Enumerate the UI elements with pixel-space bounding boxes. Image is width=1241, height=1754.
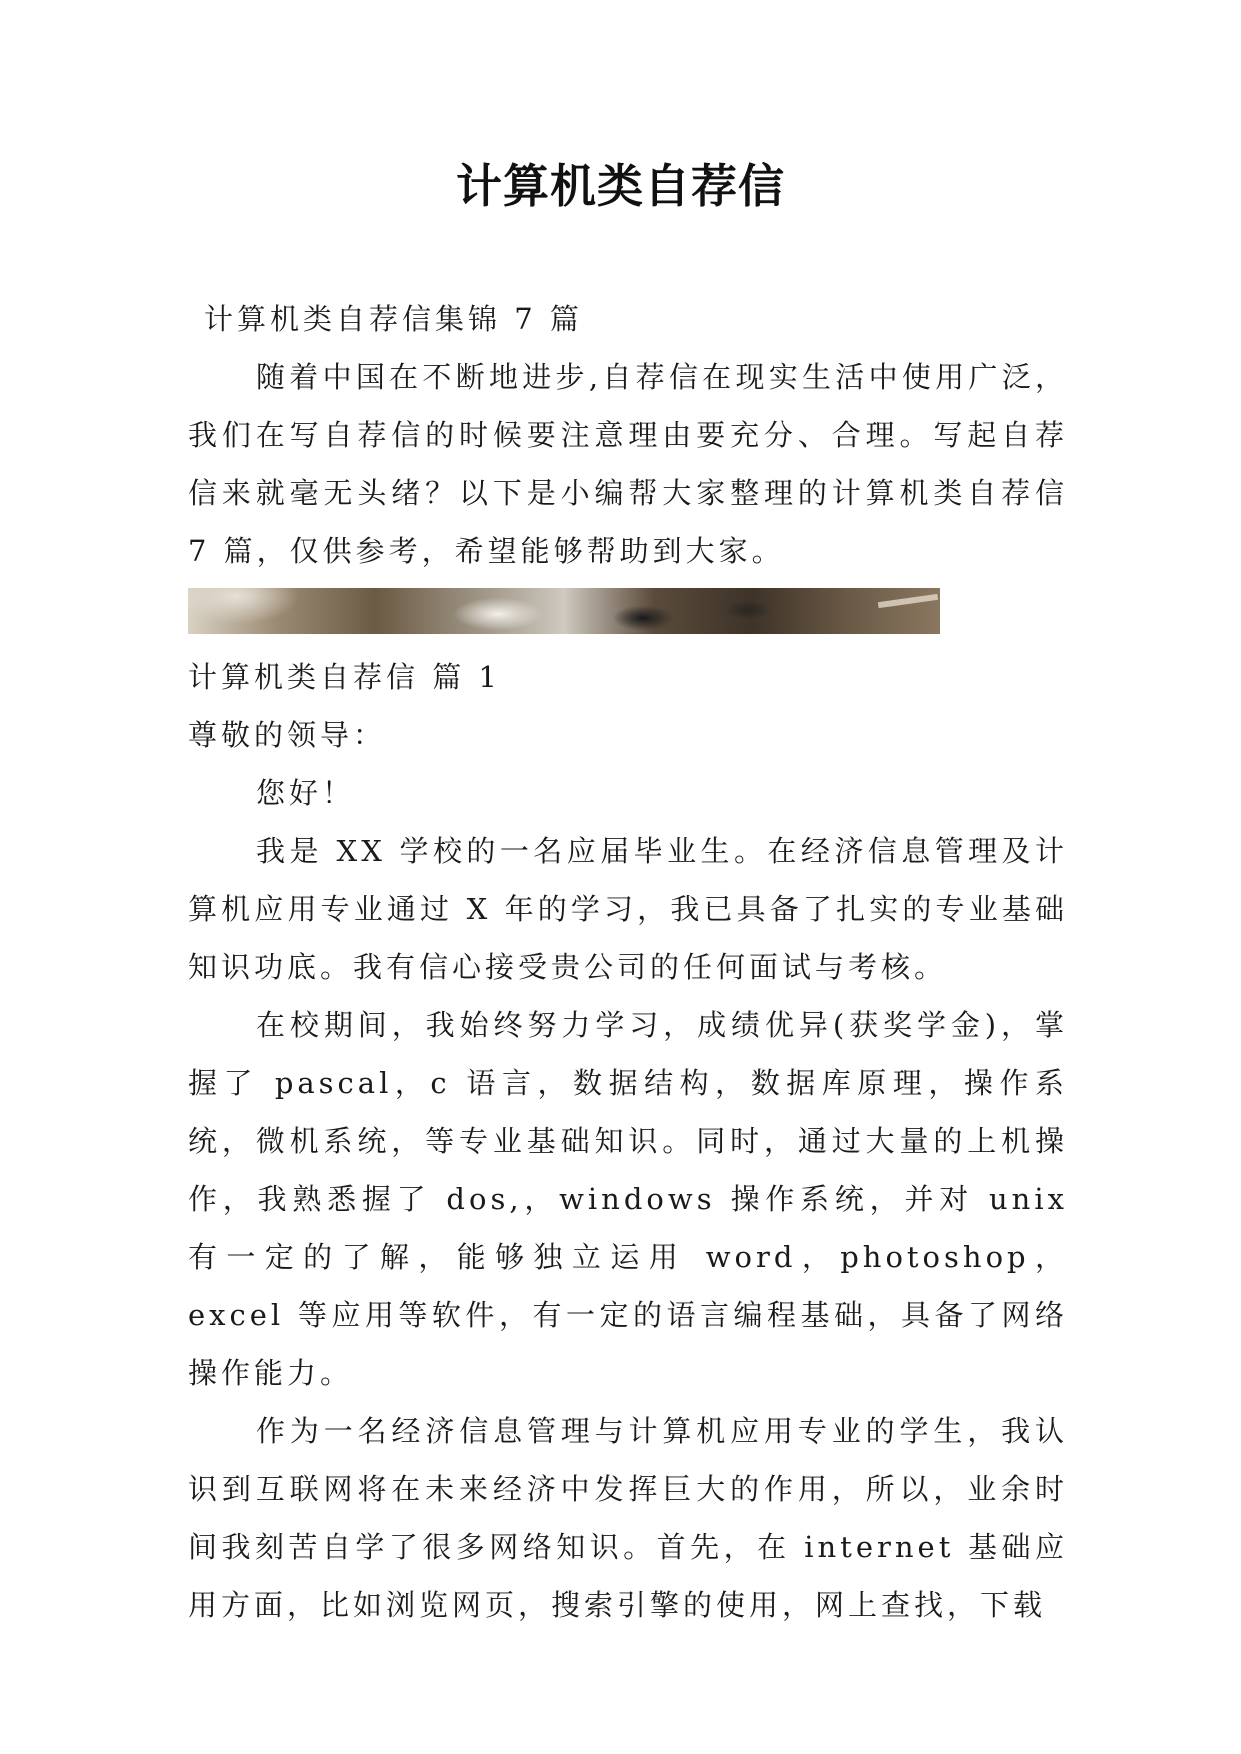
greeting: 您好！: [256, 776, 356, 810]
body-paragraph: 作为一名经济信息管理与计算机应用专业的学生，我认识到互联网将在未来经济中发挥巨大的作用，所以，业余时间我刻苦自学了很多网络知识。首先，在 internet 基础应用方面，比如浏览网页，搜索引擎的使用，网上查找，下载: [188, 1414, 1068, 1622]
document-subtitle: 计算机类自荐信集锦 7 篇: [204, 302, 583, 336]
body-paragraph: 在校期间，我始终努力学习，成绩优异(获奖学金)，掌握了 pascal，c 语言，数据结构，数据库原理，操作系统，微机系统，等专业基础知识。同时，通过大量的上机操作，我熟悉握了 dos,，windows 操作系统，并对 unix 有一定的了解，能够独立运用 word，photoshop，excel 等应用等软件，有一定的语言编程基础，具备了网络操作能力。: [188, 1008, 1068, 1390]
banner-image: [188, 588, 940, 634]
salutation: 尊敬的领导：: [188, 718, 387, 752]
document-title: 计算机类自荐信: [456, 159, 785, 213]
body-paragraph: 我是 XX 学校的一名应届毕业生。在经济信息管理及计算机应用专业通过 X 年的学习，我已具备了扎实的专业基础知识功底。我有信心接受贵公司的任何面试与考核。: [188, 834, 1068, 984]
banner-highlight: [878, 594, 938, 608]
section-heading: 计算机类自荐信 篇 1: [188, 660, 501, 694]
document-body: [188, 290, 1068, 1634]
intro-paragraph: 随着中国在不断地进步,自荐信在现实生活中使用广泛，我们在写自荐信的时候要注意理由要充分、合理。写起自荐信来就毫无头绪？以下是小编帮大家整理的计算机类自荐信 7 篇，仅供参考，希望能够帮助到大家。: [188, 360, 1068, 568]
